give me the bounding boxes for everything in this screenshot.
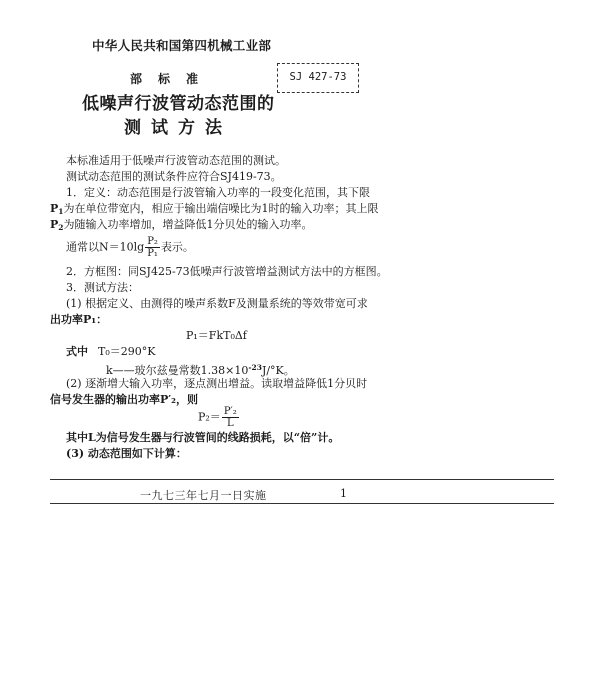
step1-line2: 出功率P₁： <box>50 313 108 326</box>
step1-line1: (1) 根据定义、由测得的噪声系数F及测量系统的等效带宽可求 <box>66 297 368 310</box>
where-t0: T₀＝290°K <box>98 345 156 358</box>
intro-scope: 本标准适用于低噪声行波管动态范围的测试。 <box>66 154 286 167</box>
where-label: 式中 <box>66 345 88 358</box>
footer-rule-top <box>50 479 554 480</box>
effective-date: 一九七三年七月一日实施 <box>140 489 267 502</box>
fraction-p2prime-numerator: P′₂ <box>223 406 237 417</box>
block-diagram-text: 2．方框图：同SJ425-73低噪声行波管增益测试方法中的方框图。 <box>66 265 388 278</box>
standard-number: SJ 427-73 <box>289 71 347 83</box>
boltzmann-unit: J/°K。 <box>261 364 295 377</box>
method-heading: 3．测试方法： <box>66 281 139 294</box>
standard-number-box <box>277 63 359 93</box>
definition-line1: 1．定义：动态范围是行波管输入功率的一段变化范围，其下限 <box>66 186 370 199</box>
line-loss-definition: 其中L为信号发生器与行波管间的线路损耗，以“倍”计。 <box>66 431 340 444</box>
step2-line1: (2) 逐渐增大输入功率，逐点测出增益。读取增益降低1分贝时 <box>66 377 368 390</box>
page-number: 1 <box>340 487 347 500</box>
p1-subscript: 1 <box>58 207 64 216</box>
definition-line3 <box>50 218 313 235</box>
document-title-line2: 测试方法 <box>124 118 232 138</box>
p2-subscript: 2 <box>58 223 64 232</box>
fraction-numerator: P₂ <box>147 236 158 247</box>
step3-heading: (3) 动态范围如下计算： <box>66 447 187 460</box>
fraction-denominator: P₁ <box>147 248 158 259</box>
footer-rule-bottom <box>50 503 554 504</box>
p2-symbol: P <box>50 218 59 231</box>
fraction-l-denominator: L <box>227 418 234 429</box>
formula-p2-lhs: P₂＝ <box>198 410 221 424</box>
formula-p1: P₁＝FkT₀Δf <box>186 329 247 342</box>
document-title-line1: 低噪声行波管动态范围的 <box>82 94 275 114</box>
dynamic-range-formula <box>66 236 194 259</box>
fraction-p2-over-p1 <box>145 236 160 259</box>
definition-lower-limit-text: 为在单位带宽内，相应于输出端信噪比为1时的输入功率；其上限 <box>63 202 379 215</box>
where-boltzmann <box>106 361 295 378</box>
formula-suffix: 表示。 <box>160 240 194 254</box>
definition-upper-limit-text: 为随输入功率增加，增益降低1分贝处的输入功率。 <box>63 218 313 231</box>
formula-p2 <box>198 406 240 429</box>
ministry-name: 中华人民共和国第四机械工业部 <box>92 38 272 53</box>
step2-line2: 信号发生器的输出功率P′₂，则 <box>50 393 198 406</box>
p1-symbol: P <box>50 202 59 215</box>
formula-prefix: 通常以N＝10lg <box>66 240 145 254</box>
boltzmann-exponent: -23 <box>248 363 262 372</box>
intro-conditions: 测试动态范围的测试条件应符合SJ419-73。 <box>66 170 282 183</box>
fraction-p2prime-over-l <box>222 406 239 429</box>
standard-type: 部标准 <box>130 72 215 86</box>
boltzmann-text: k——玻尔兹曼常数1.38×10 <box>106 364 249 377</box>
definition-line2 <box>50 202 379 219</box>
